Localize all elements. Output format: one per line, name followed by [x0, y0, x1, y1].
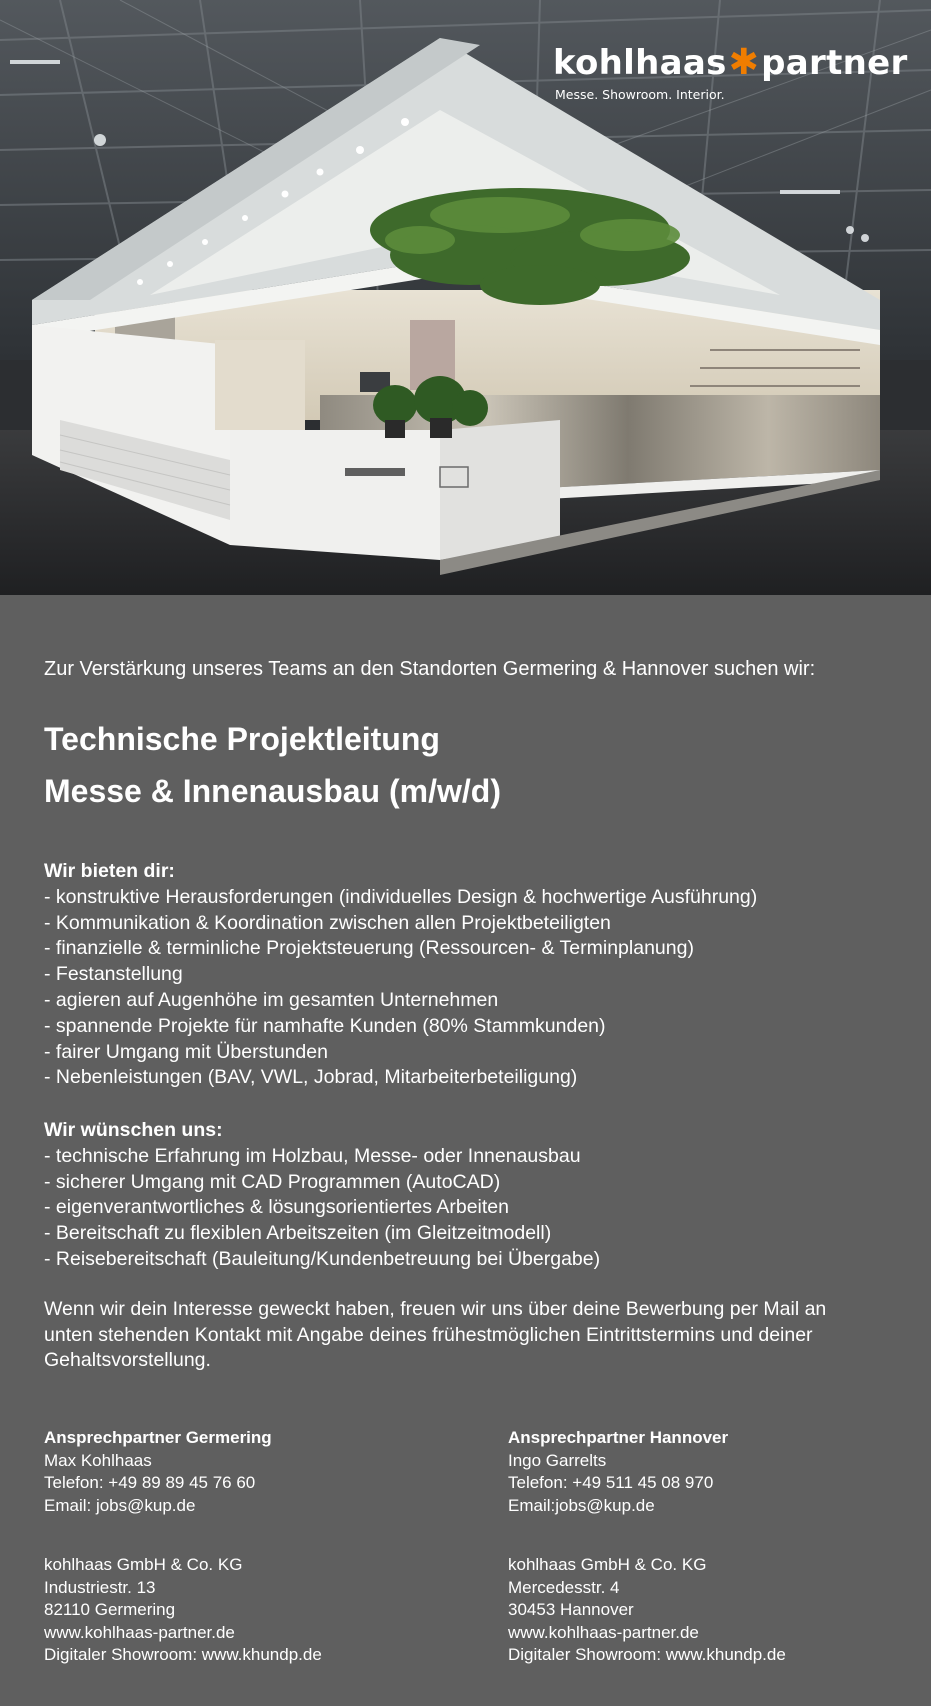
hero-image — [0, 0, 931, 595]
closing-text — [44, 1297, 894, 1374]
contact-email[interactable]: Email: jobs@kup.de — [44, 1495, 196, 1515]
closing-line-3: Gehaltsvorstellung. — [44, 1349, 211, 1371]
contact-phone[interactable]: Telefon: +49 511 45 08 970 — [508, 1473, 714, 1492]
offer-heading: Wir bieten dir: — [44, 860, 175, 882]
list-item: - konstruktive Herausforderungen (individuelles Design & hochwertige Ausführung) — [44, 885, 758, 908]
contact-hannover — [508, 1427, 786, 1667]
asterisk-icon: ✱ — [728, 42, 760, 83]
job-title-line-1: Technische Projektleitung — [44, 721, 440, 757]
requirements-section — [44, 1118, 600, 1273]
company-street: Industriestr. 13 — [44, 1577, 156, 1597]
job-title-line-2: Messe & Innenausbau (m/w/d) — [44, 773, 501, 809]
list-item: - Reisebereitschaft (Bauleitung/Kundenbetreuung bei Übergabe) — [44, 1247, 601, 1270]
contact-email[interactable]: Email:jobs@kup.de — [508, 1495, 655, 1515]
intro-text: Zur Verstärkung unseres Teams an den Standorten Germering & Hannover suchen wir: — [44, 658, 816, 680]
requirements-heading: Wir wünschen uns: — [44, 1119, 223, 1141]
list-item: - sicherer Umgang mit CAD Programmen (AutoCAD) — [44, 1170, 501, 1193]
digital-showroom[interactable]: Digitaler Showroom: www.khundp.de — [508, 1645, 786, 1664]
list-item: - eigenverantwortliches & lösungsorientiertes Arbeiten — [44, 1196, 510, 1219]
company-logo — [553, 42, 908, 102]
list-item: - Bereitschaft zu flexiblen Arbeitszeiten (im Gleitzeitmodell) — [44, 1222, 552, 1245]
contact-name: Max Kohlhaas — [44, 1450, 152, 1470]
list-item: - finanzielle & terminliche Projektsteuerung (Ressourcen- & Terminplanung) — [44, 937, 694, 960]
list-item: - Kommunikation & Koordination zwischen allen Projektbeteiligten — [44, 911, 611, 934]
list-item: - Nebenleistungen (BAV, VWL, Jobrad, Mitarbeiterbeteiligung) — [44, 1066, 578, 1089]
company-website[interactable]: www.kohlhaas-partner.de — [508, 1622, 699, 1642]
company-city: 82110 Germering — [44, 1600, 176, 1619]
logo-tagline: Messe. Showroom. Interior. — [555, 87, 725, 102]
contact-phone[interactable]: Telefon: +49 89 89 45 76 60 — [44, 1473, 256, 1492]
contact-heading: Ansprechpartner Hannover — [508, 1428, 729, 1447]
list-item: - fairer Umgang mit Überstunden — [44, 1040, 328, 1063]
contact-germering — [44, 1427, 322, 1667]
list-item: - technische Erfahrung im Holzbau, Messe- oder Innenausbau — [44, 1144, 581, 1167]
company-name: kohlhaas GmbH & Co. KG — [44, 1555, 243, 1574]
digital-showroom[interactable]: Digitaler Showroom: www.khundp.de — [44, 1645, 322, 1664]
company-name: kohlhaas GmbH & Co. KG — [508, 1555, 707, 1574]
contact-heading: Ansprechpartner Germering — [44, 1428, 272, 1447]
logo-name-right: partner — [761, 43, 908, 83]
closing-line-2: unten stehenden Kontakt mit Angabe deines frühestmöglichen Eintrittstermins und deiner — [44, 1323, 813, 1346]
company-street: Mercedesstr. 4 — [508, 1577, 620, 1597]
company-city: 30453 Hannover — [508, 1600, 634, 1619]
closing-line-1: Wenn wir dein Interesse geweckt haben, freuen wir uns über deine Bewerbung per Mail an — [44, 1298, 827, 1320]
company-website[interactable]: www.kohlhaas-partner.de — [44, 1622, 235, 1642]
job-description-panel — [0, 595, 931, 1706]
contact-name: Ingo Garrelts — [508, 1450, 607, 1470]
requirements-list — [44, 1144, 600, 1273]
job-title — [44, 713, 501, 817]
offer-list — [44, 885, 757, 1091]
offer-section — [44, 859, 757, 1091]
logo-name-left: kohlhaas — [553, 43, 727, 83]
list-item: - agieren auf Augenhöhe im gesamten Unternehmen — [44, 988, 499, 1011]
list-item: - Festanstellung — [44, 963, 183, 986]
list-item: - spannende Projekte für namhafte Kunden (80% Stammkunden) — [44, 1014, 606, 1037]
